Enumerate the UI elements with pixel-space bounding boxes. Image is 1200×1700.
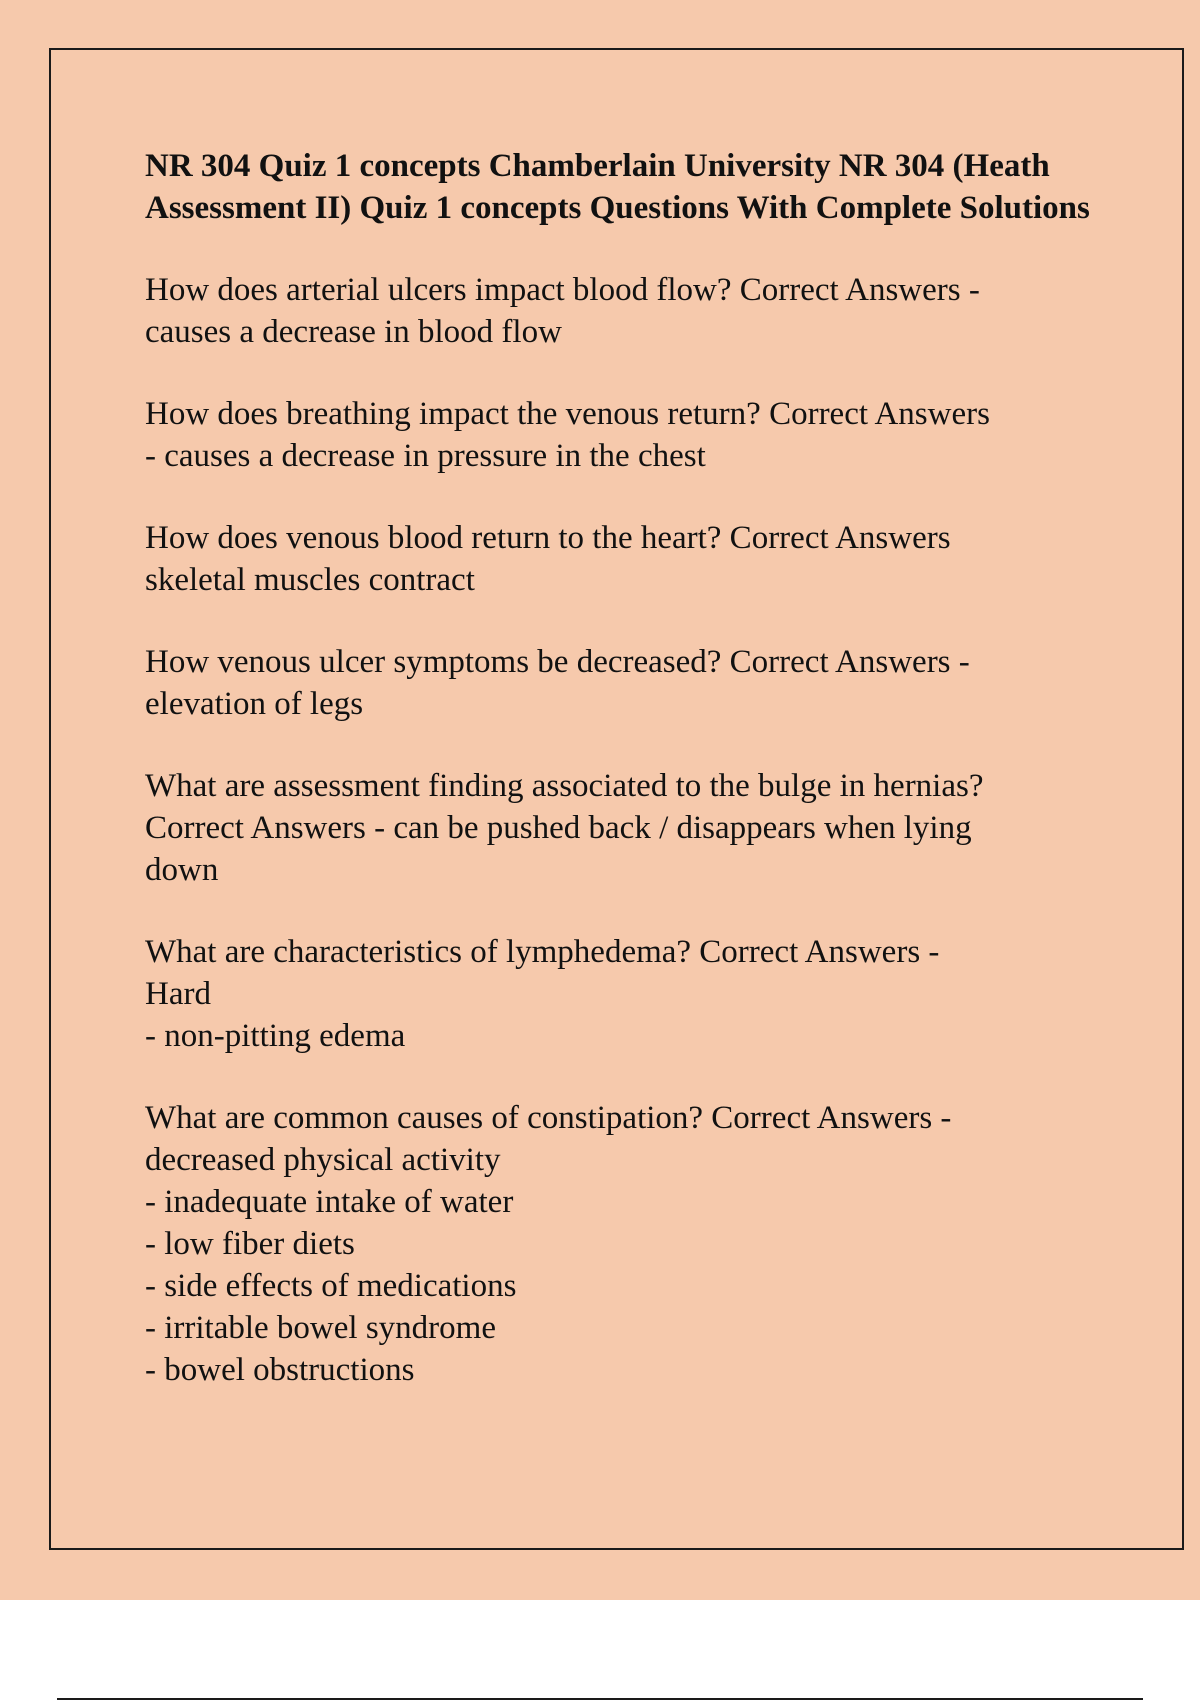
qa-line: - causes a decrease in pressure in the chest (145, 438, 706, 474)
qa-item-constipation-causes (145, 1097, 1095, 1391)
qa-line: - irritable bowel syndrome (145, 1310, 496, 1346)
qa-item-venous-blood-return (145, 517, 1095, 601)
qa-line: elevation of legs (145, 686, 364, 722)
qa-item-lymphedema (145, 931, 1095, 1057)
qa-line: Hard (145, 976, 211, 1012)
qa-line: What are common causes of constipation? Correct Answers - (145, 1100, 952, 1136)
qa-line: What are characteristics of lymphedema? Correct Answers - (145, 934, 940, 970)
qa-line: causes a decrease in blood flow (145, 314, 562, 350)
qa-line: How does venous blood return to the heart? Correct Answers (145, 520, 951, 556)
qa-line: - inadequate intake of water (145, 1184, 514, 1220)
qa-line: Correct Answers - can be pushed back / disappears when lying (145, 810, 972, 846)
qa-item-arterial-ulcers (145, 269, 1095, 353)
qa-line: - side effects of medications (145, 1268, 517, 1304)
qa-line: skeletal muscles contract (145, 562, 475, 598)
qa-line: decreased physical activity (145, 1142, 501, 1178)
document-title: NR 304 Quiz 1 concepts Chamberlain University NR 304 (Heath Assessment II) Quiz 1 concepts Questions With Complete Solutions (145, 148, 1090, 226)
document-content (145, 145, 1095, 1431)
qa-line: down (145, 852, 219, 888)
qa-line: What are assessment finding associated to the bulge in hernias? (145, 768, 984, 804)
qa-line: - bowel obstructions (145, 1352, 415, 1388)
qa-item-hernia-bulge (145, 765, 1095, 891)
qa-line: How does breathing impact the venous return? Correct Answers (145, 396, 990, 432)
qa-line: - non-pitting edema (145, 1018, 406, 1054)
qa-item-venous-ulcer-symptoms (145, 641, 1095, 725)
qa-line: How does arterial ulcers impact blood flow? Correct Answers - (145, 272, 980, 308)
qa-line: How venous ulcer symptoms be decreased? Correct Answers - (145, 644, 970, 680)
qa-line: - low fiber diets (145, 1226, 355, 1262)
qa-item-breathing-venous-return (145, 393, 1095, 477)
